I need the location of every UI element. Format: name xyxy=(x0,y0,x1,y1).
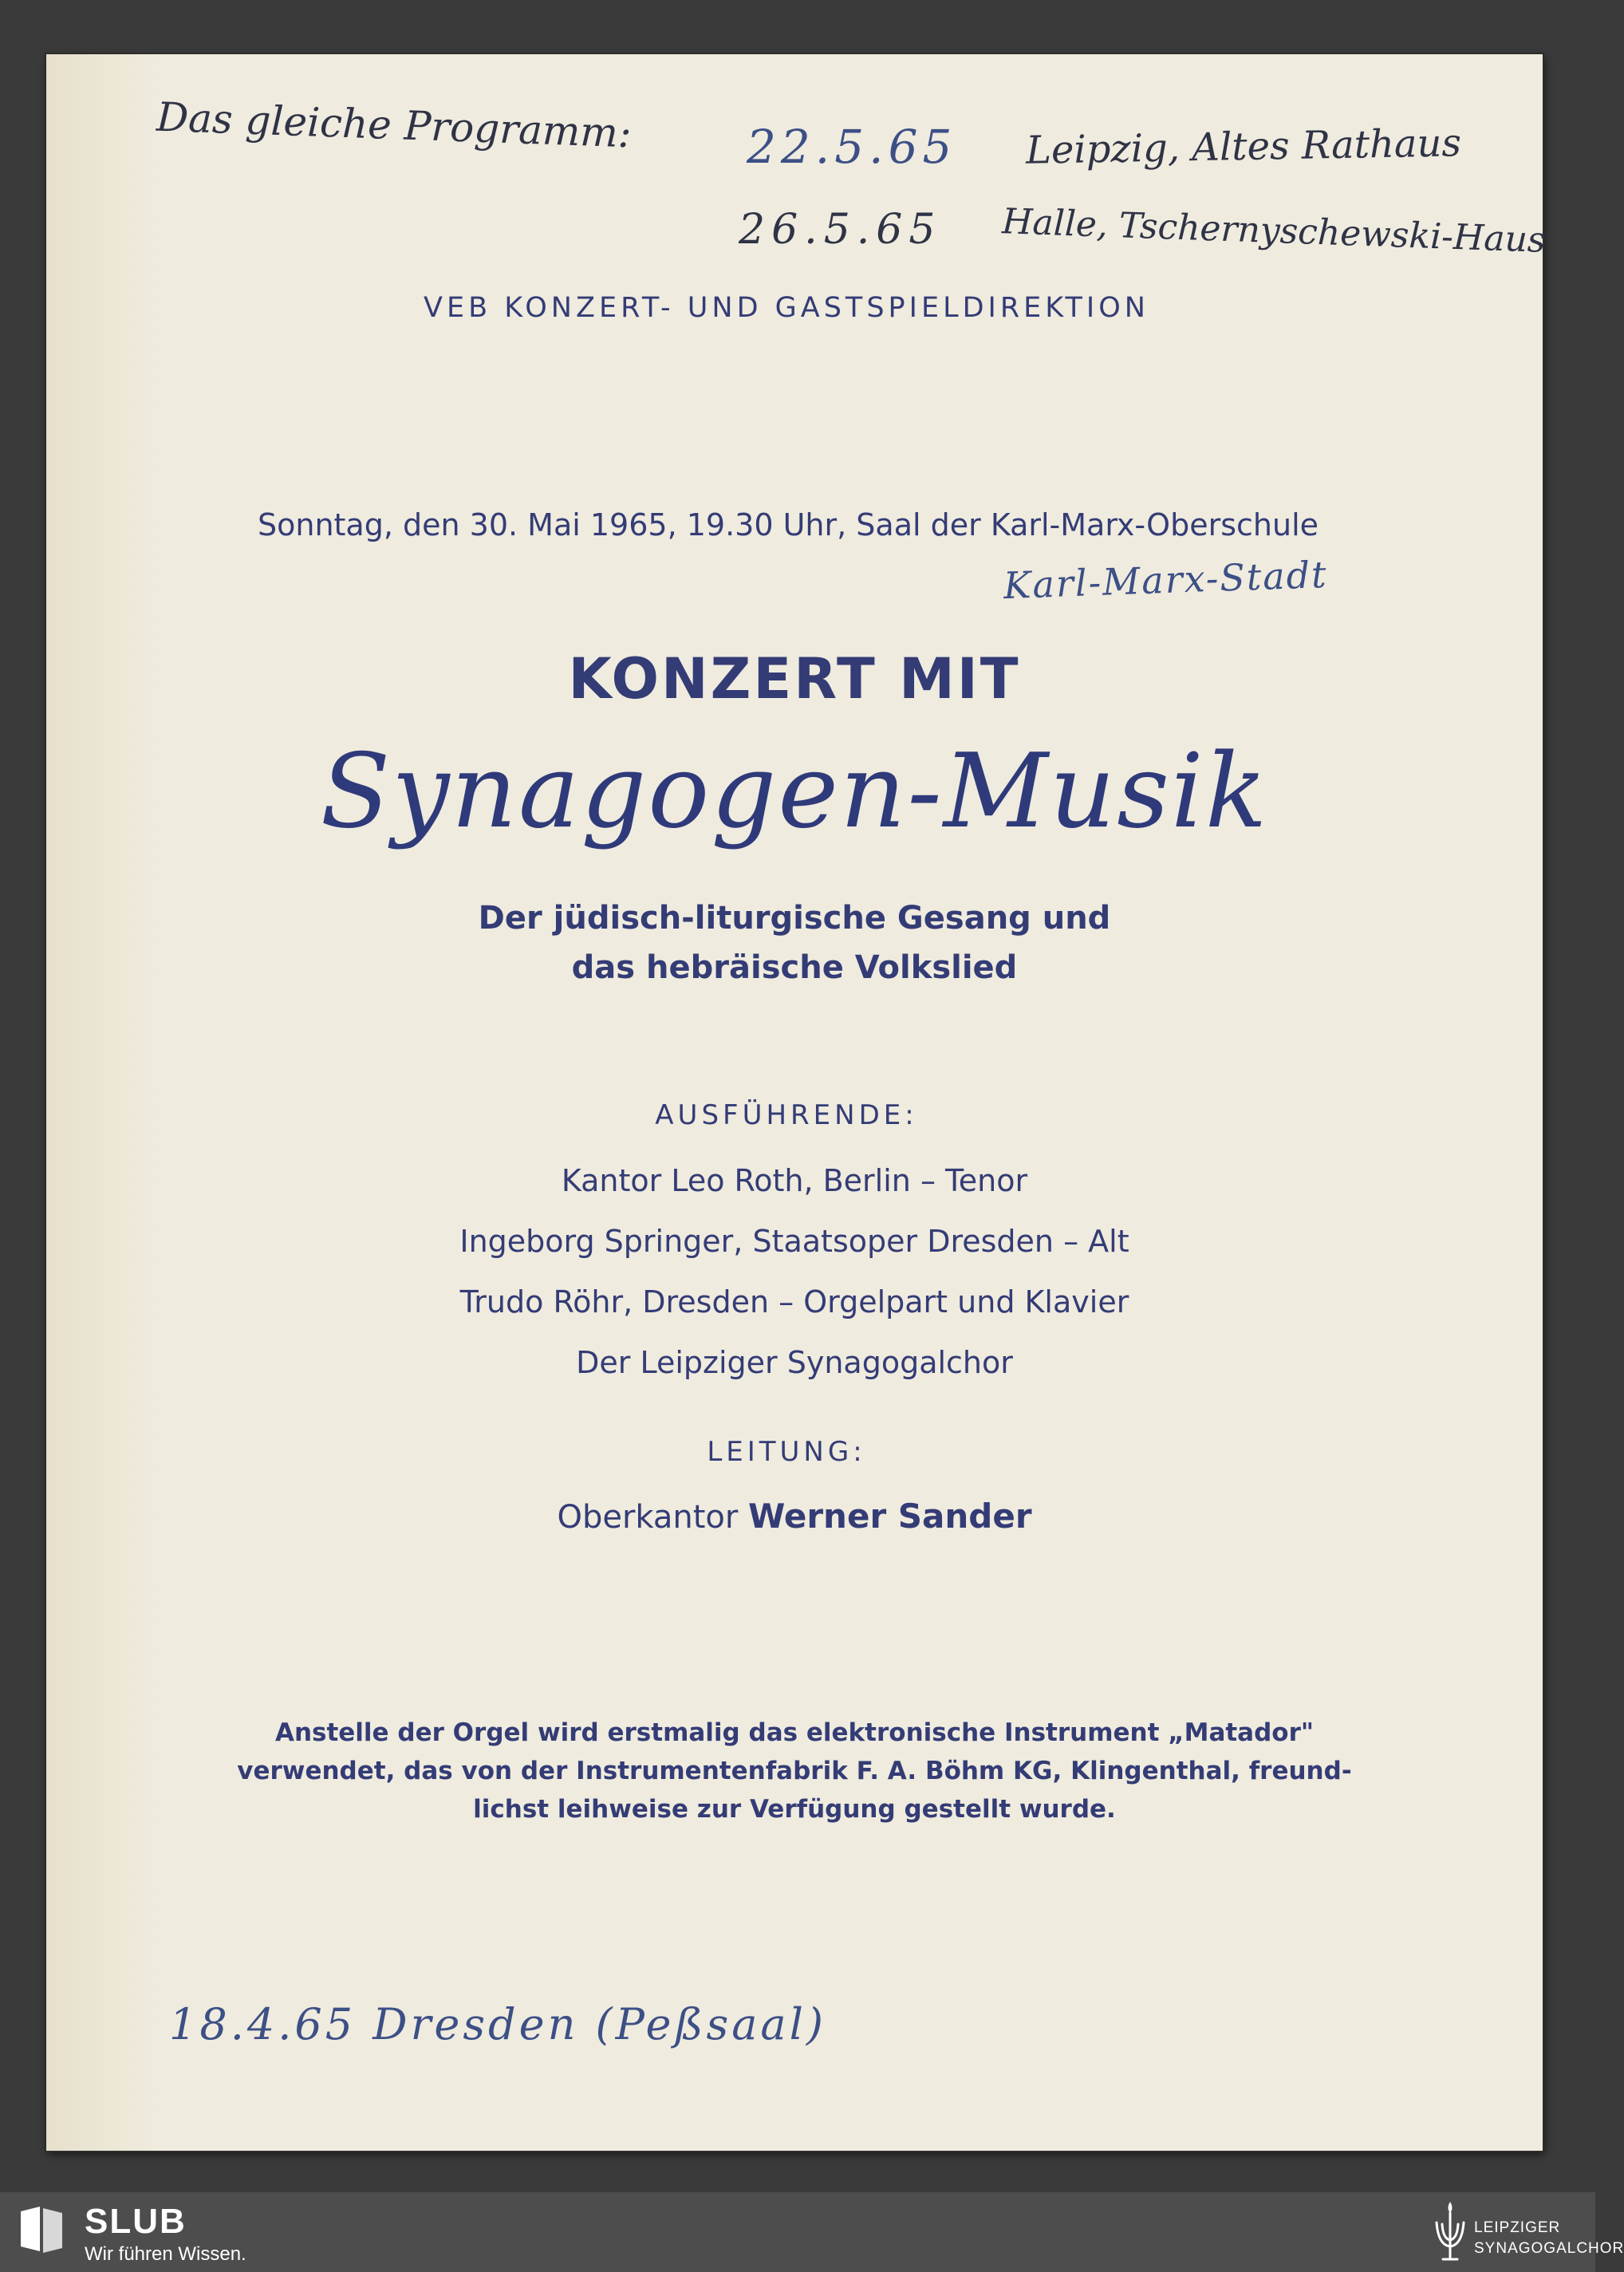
title-prefix: KONZERT MIT xyxy=(568,646,1021,712)
footer-bar xyxy=(0,2192,1624,2272)
title-main: Synagogen-Musik xyxy=(320,732,1269,851)
handwritten-date-2: 26.5.65 xyxy=(739,206,942,254)
performer-item: Kantor Leo Roth, Berlin – Tenor xyxy=(561,1163,1028,1198)
subtitle-line-1: Der jüdisch-liturgische Gesang und xyxy=(478,900,1111,937)
performer-item: Trudo Röhr, Dresden – Orgelpart und Klavier xyxy=(459,1284,1129,1319)
handwritten-same-program: Das gleiche Programm: xyxy=(156,93,633,157)
handwritten-bottom-note: 18.4.65 Dresden (Peßsaal) xyxy=(169,1999,826,2049)
choir-name-line-2: SYNAGOGALCHOR xyxy=(1474,2240,1624,2257)
subtitle-line-2: das hebräische Volkslied xyxy=(571,949,1018,986)
event-date-line: Sonntag, den 30. Mai 1965, 19.30 Uhr, Saal der Karl-Marx-Oberschule xyxy=(257,507,1319,542)
performer-item: Der Leipziger Synagogalchor xyxy=(576,1345,1013,1380)
handwritten-place-1: Leipzig, Altes Rathaus xyxy=(1025,120,1462,173)
direction-name: Werner Sander xyxy=(748,1497,1032,1536)
handwritten-place-2: Halle, Tschernyschewski-Haus xyxy=(1001,201,1547,261)
program-sheet xyxy=(46,54,1547,2151)
slub-book-icon xyxy=(16,2203,69,2256)
instrument-note-line-3: lichst leihweise zur Verfügung gestellt wurde. xyxy=(473,1795,1116,1824)
organization-name: VEB KONZERT- UND GASTSPIELDIREKTION xyxy=(424,292,1149,324)
instrument-note-line-2: verwendet, das von der Instrumentenfabrik F. A. Böhm KG, Klingenthal, freund- xyxy=(237,1757,1352,1785)
performer-item: Ingeborg Springer, Staatsoper Dresden – Alt xyxy=(459,1224,1129,1259)
direction-role: Oberkantor xyxy=(557,1499,739,1536)
handwritten-city-note: Karl-Marx-Stadt xyxy=(1003,552,1329,608)
library-name: SLUB xyxy=(85,2202,187,2241)
choir-name-line-1: LEIPZIGER xyxy=(1474,2219,1561,2236)
instrument-note-line-1: Anstelle der Orgel wird erstmalig das elektronische Instrument „Matador" xyxy=(274,1718,1315,1747)
menorah-icon xyxy=(1432,2199,1468,2266)
direction-heading: LEITUNG: xyxy=(707,1436,866,1468)
library-tagline: Wir führen Wissen. xyxy=(85,2243,246,2265)
handwritten-date-1: 22.5.65 xyxy=(747,120,957,174)
direction-line xyxy=(46,1497,1543,1536)
performers-heading: AUSFÜHRENDE: xyxy=(655,1099,918,1131)
